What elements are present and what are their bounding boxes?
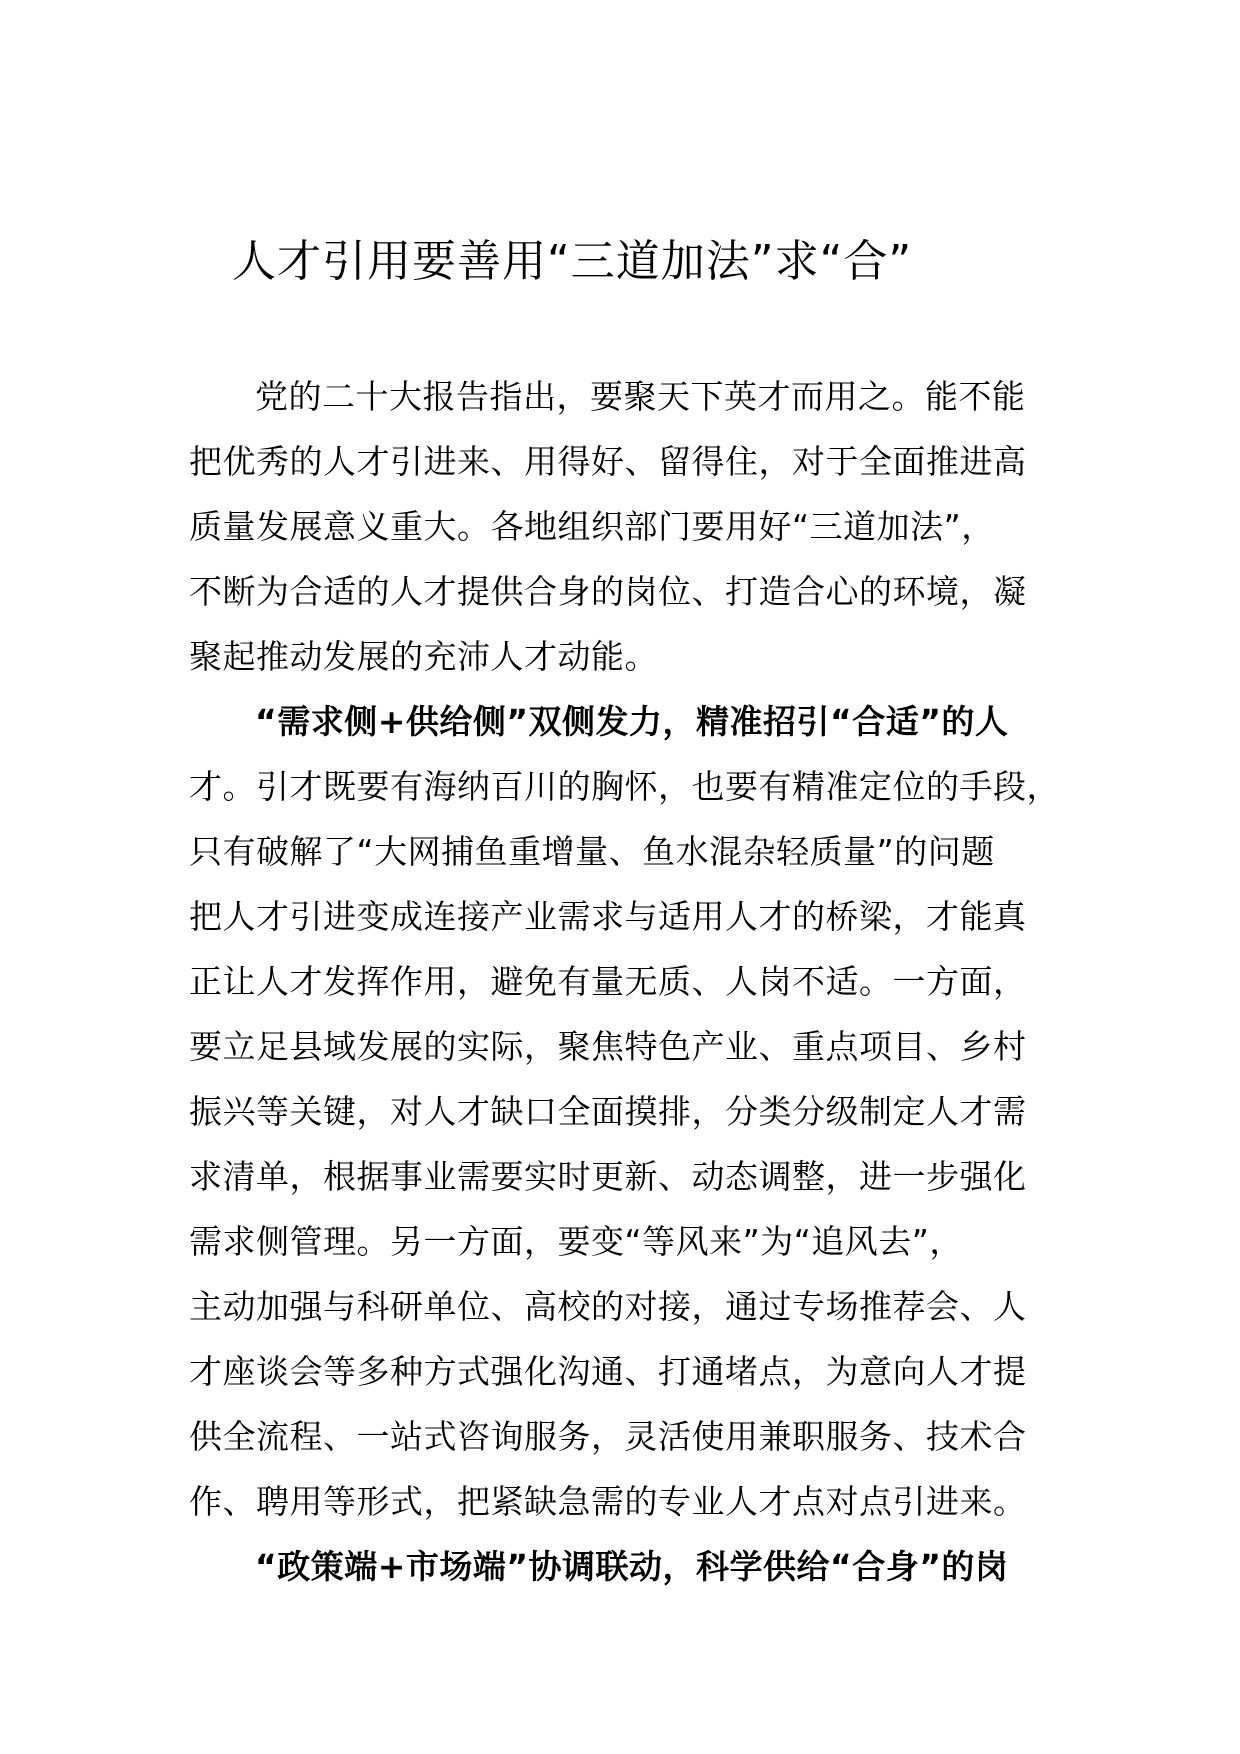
paragraph-2-line-9: 主动加强与科研单位、高校的对接，通过专场推荐会、人 — [189, 1287, 1027, 1326]
paragraph-2-line-4: 正让人才发挥作用，避免有量无质、人岗不适。一方面， — [189, 962, 1027, 1001]
paragraph-1-line-2: 把优秀的人才引进来、用得好、留得住，对于全面推进高 — [189, 442, 1027, 481]
paragraph-2-line-5: 要立足县域发展的实际，聚焦特色产业、重点项目、乡村 — [189, 1027, 1027, 1066]
page-title: 人才引用要善用“三道加法”求“合” — [232, 236, 913, 287]
paragraph-2-line-12: 作、聘用等形式，把紧缺急需的专业人才点对点引进来。 — [189, 1482, 1027, 1521]
paragraph-2-line-2: 只有破解了“大网捕鱼重增量、鱼水混杂轻质量”的问题 — [189, 832, 995, 871]
paragraph-2-line-10: 才座谈会等多种方式强化沟通、打通堵点，为意向人才提 — [189, 1352, 1027, 1391]
paragraph-2-line-3: 把人才引进变成连接产业需求与适用人才的桥梁，才能真 — [189, 897, 1027, 936]
paragraph-1-line-4: 不断为合适的人才提供合身的岗位、打造合心的环境，凝 — [189, 572, 1027, 611]
paragraph-2-line-6: 振兴等关键，对人才缺口全面摸排，分类分级制定人才需 — [189, 1092, 1027, 1131]
paragraph-2-line-7: 求清单，根据事业需要实时更新、动态调整，进一步强化 — [189, 1157, 1027, 1196]
paragraph-2-heading: “需求侧+供给侧”双侧发力，精准招引“合适”的人 — [255, 702, 1009, 741]
paragraph-1-line-3: 质量发展意义重大。各地组织部门要用好“三道加法”， — [189, 507, 995, 546]
article-body — [189, 364, 1089, 1599]
paragraph-1-line-5: 聚起推动发展的充沛人才动能。 — [189, 637, 658, 676]
paragraph-2-line-8: 需求侧管理。另一方面，要变“等风来”为“追风去”， — [189, 1222, 963, 1261]
paragraph-2-line-1: 才。引才既要有海纳百川的胸怀，也要有精准定位的手段， — [189, 767, 1060, 806]
paragraph-1-line-1: 党的二十大报告指出，要聚天下英才而用之。能不能 — [255, 377, 1026, 416]
paragraph-3-heading: “政策端+市场端”协调联动，科学供给“合身”的岗 — [255, 1547, 1009, 1586]
paragraph-2-line-11: 供全流程、一站式咨询服务，灵活使用兼职服务、技术合 — [189, 1417, 1027, 1456]
